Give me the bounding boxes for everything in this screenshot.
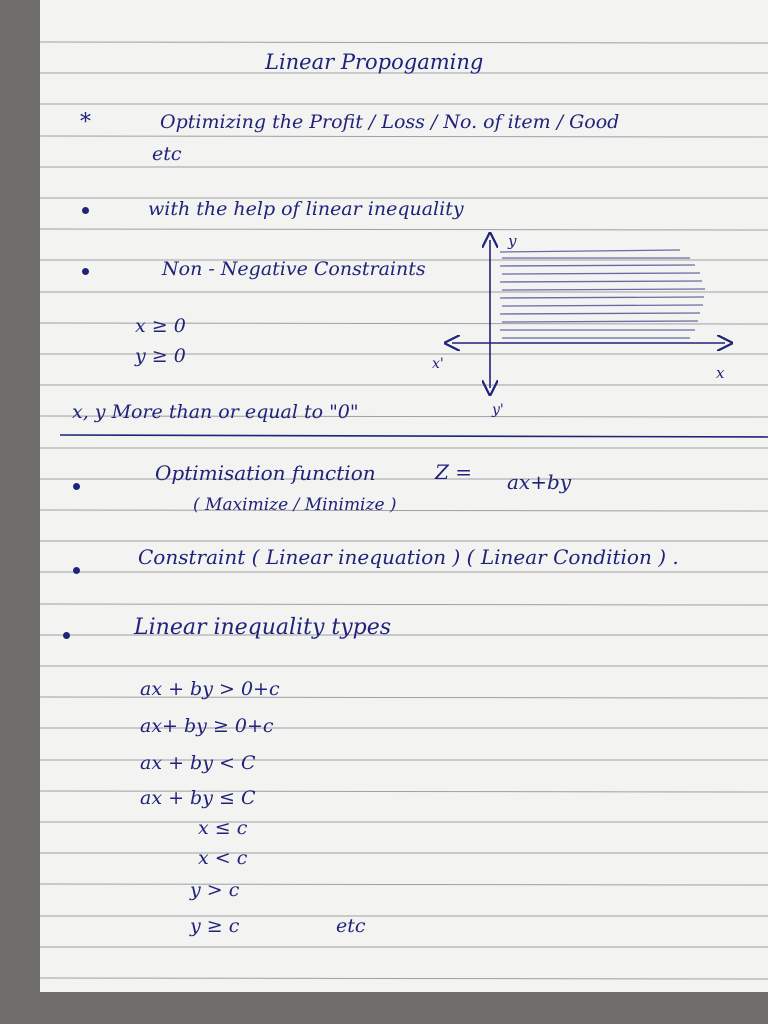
star-bullet: * bbox=[80, 110, 91, 135]
shaded-region bbox=[500, 250, 705, 338]
inequality-item: ax + by < C bbox=[140, 752, 256, 774]
y1-axis-label: y' bbox=[492, 402, 504, 418]
x-axis-label: x bbox=[716, 364, 725, 382]
note-non-negative: Non - Negative Constraints bbox=[162, 258, 426, 280]
y-axis-label: y bbox=[508, 232, 517, 250]
condition-note: x, y More than or equal to "0" bbox=[72, 401, 359, 423]
inequality-item: ax + by ≤ C bbox=[140, 787, 256, 809]
inequality-item: x ≤ c bbox=[198, 817, 248, 839]
note-objective-expr: ax+by bbox=[507, 470, 572, 494]
notebook-page bbox=[40, 0, 768, 992]
inequality-item: x < c bbox=[198, 847, 248, 869]
inequality-item: y > c bbox=[190, 879, 240, 901]
page-title: Linear Propogaming bbox=[265, 50, 484, 74]
note-optimisation-function: Optimisation function bbox=[155, 461, 376, 485]
note-etc: etc bbox=[152, 143, 182, 165]
inequality-item: ax + by > 0+c bbox=[140, 678, 280, 700]
note-inequality-types: Linear inequality types bbox=[134, 615, 392, 640]
note-maximize-minimize: ( Maximize / Minimize ) bbox=[193, 495, 397, 515]
axes-sketch bbox=[40, 0, 768, 992]
condition-y: y ≥ 0 bbox=[135, 345, 186, 367]
note-linear-inequality: with the help of linear inequality bbox=[148, 198, 464, 220]
inequality-etc: etc bbox=[336, 915, 366, 937]
inequality-item: y ≥ c bbox=[190, 915, 240, 937]
note-constraint: Constraint ( Linear inequation ) ( Linear Condition ) . bbox=[138, 545, 679, 569]
note-optimizing: Optimizing the Profit / Loss / No. of item / Good bbox=[160, 111, 620, 133]
condition-x: x ≥ 0 bbox=[135, 315, 186, 337]
x1-axis-label: x' bbox=[432, 356, 444, 372]
inequality-item: ax+ by ≥ 0+c bbox=[140, 715, 274, 737]
note-z-equals: Z = bbox=[435, 460, 473, 484]
